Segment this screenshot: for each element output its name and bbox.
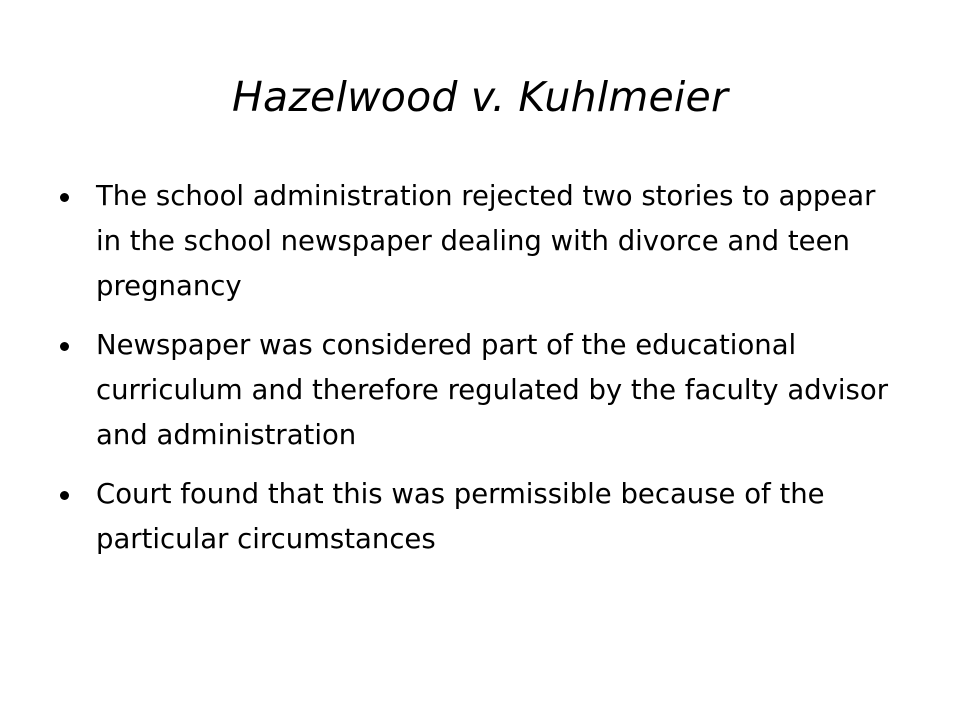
- bullet-text: Court found that this was permissible because of the particular circumstances: [96, 478, 825, 555]
- bullet-item: [56, 472, 906, 562]
- slide-title: Hazelwood v. Kuhlmeier: [231, 73, 729, 121]
- bullet-text: The school administration rejected two stories to appear in the school newspaper dealing with divorce and teen pregnancy: [96, 180, 876, 302]
- bullet-text: Newspaper was considered part of the educational curriculum and therefore regulated by the faculty advisor and administration: [96, 329, 889, 451]
- bullet-dot-icon: [60, 342, 69, 351]
- bullet-item: [56, 174, 906, 309]
- bullet-dot-icon: [60, 193, 69, 202]
- bullet-item: [56, 323, 906, 458]
- bullet-list: [56, 174, 906, 576]
- bullet-dot-icon: [60, 491, 69, 500]
